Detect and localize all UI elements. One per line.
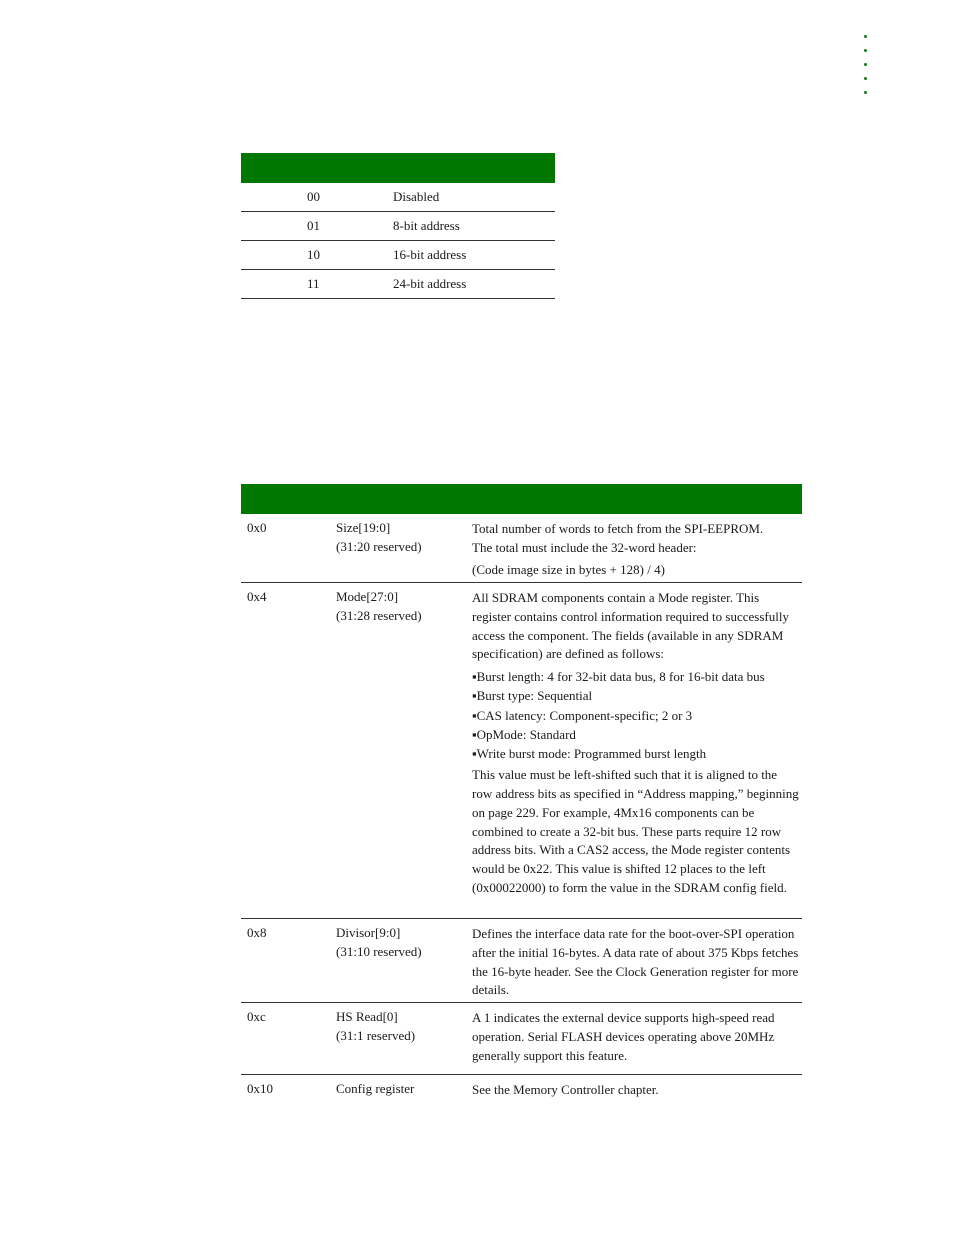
offset-cell: 0x0 [247,520,267,535]
code-cell: 11 [307,276,320,291]
list-item: ▪ Write burst mode: Programmed burst length [472,744,800,763]
label-cell: 16-bit address [393,247,467,262]
offset-cell: 0x8 [247,925,267,940]
offset-cell: 0x10 [247,1081,273,1096]
address-width-table [241,153,555,299]
label-cell: 8-bit address [393,218,460,233]
description-paragraph: A 1 indicates the external device supports high-speed read operation. Serial FLASH devices operating above 20MHz generally support this feature. [472,1010,775,1063]
description-paragraph: See the Memory Controller chapter. [472,1082,659,1097]
table-row [241,1075,802,1105]
field-name: Config register [336,1081,415,1096]
description-cell [472,589,800,898]
field-cell [336,925,461,960]
margin-dots [864,35,868,105]
table-row [241,919,802,1003]
list-item: ▪ Burst length: 4 for 32-bit data bus, 8 for 16-bit data bus [472,667,800,686]
field-note: (31:10 reserved) [336,944,422,959]
offset-cell: 0x4 [247,589,267,604]
description-line: The total must include the 32-word header: [472,539,697,555]
label-cell: 24-bit address [393,276,467,291]
description-cell [472,925,800,1000]
description-paragraph: All SDRAM components contain a Mode register. This register contains control information required to successfully access the component. The fields (available in any SDRAM specification) are defined as follows: [472,590,789,662]
table-row [241,1003,802,1075]
field-name: Divisor[9:0] [336,925,401,940]
table-row [241,183,555,212]
list-item: ▪ OpMode: Standard [472,725,800,744]
boot-header-table [241,484,802,1105]
offset-cell: 0xc [247,1009,266,1024]
mode-field-list [472,667,800,763]
table-row [241,212,555,241]
field-name: Size[19:0] [336,520,391,535]
field-cell [336,1009,461,1044]
list-item: ▪ Burst type: Sequential [472,686,800,705]
margin-dot [864,49,867,52]
margin-dot [864,35,867,38]
field-cell [336,1081,461,1097]
table-row [241,270,555,299]
table-row [241,583,802,919]
field-name: HS Read[0] [336,1009,398,1024]
field-cell [336,589,461,624]
field-name: Mode[27:0] [336,589,399,604]
description-cell [472,520,800,579]
description-cell [472,1081,800,1100]
description-line: Total number of words to fetch from the SPI-EEPROM. [472,521,764,536]
description-paragraph: Defines the interface data rate for the boot-over-SPI operation after the initial 16-bytes. A data rate of about 375 Kbps fetches the 16-byte header. See the Clock Generation register for more details. [472,926,799,998]
field-cell [336,520,461,555]
description-paragraph: This value must be left-shifted such that it is aligned to the row address bits as specified in “Address mapping,” beginning on page 229. For example, 4Mx16 components can be combined to create a 32-bit bus. These parts require 12 row address bits. With a CAS2 access, the Mode register contents would be 0x22. This value is shifted 12 places to the left (0x00022000) to form the value in the SDRAM config field. [472,767,799,895]
table-header-bar [241,153,555,183]
margin-dot [864,63,867,66]
table-row [241,241,555,270]
description-line: (Code image size in bytes + 128) / 4) [472,561,665,577]
list-item: ▪ CAS latency: Component-specific; 2 or 3 [472,706,800,725]
margin-dot [864,91,867,94]
label-cell: Disabled [393,189,440,204]
table-row [241,514,802,583]
field-note: (31:28 reserved) [336,608,422,623]
description-cell [472,1009,800,1065]
margin-dot [864,77,867,80]
field-note: (31:20 reserved) [336,539,422,554]
code-cell: 10 [307,247,320,262]
field-note: (31:1 reserved) [336,1028,416,1043]
code-cell: 00 [307,189,320,204]
code-cell: 01 [307,218,320,233]
table-header-bar [241,484,802,514]
